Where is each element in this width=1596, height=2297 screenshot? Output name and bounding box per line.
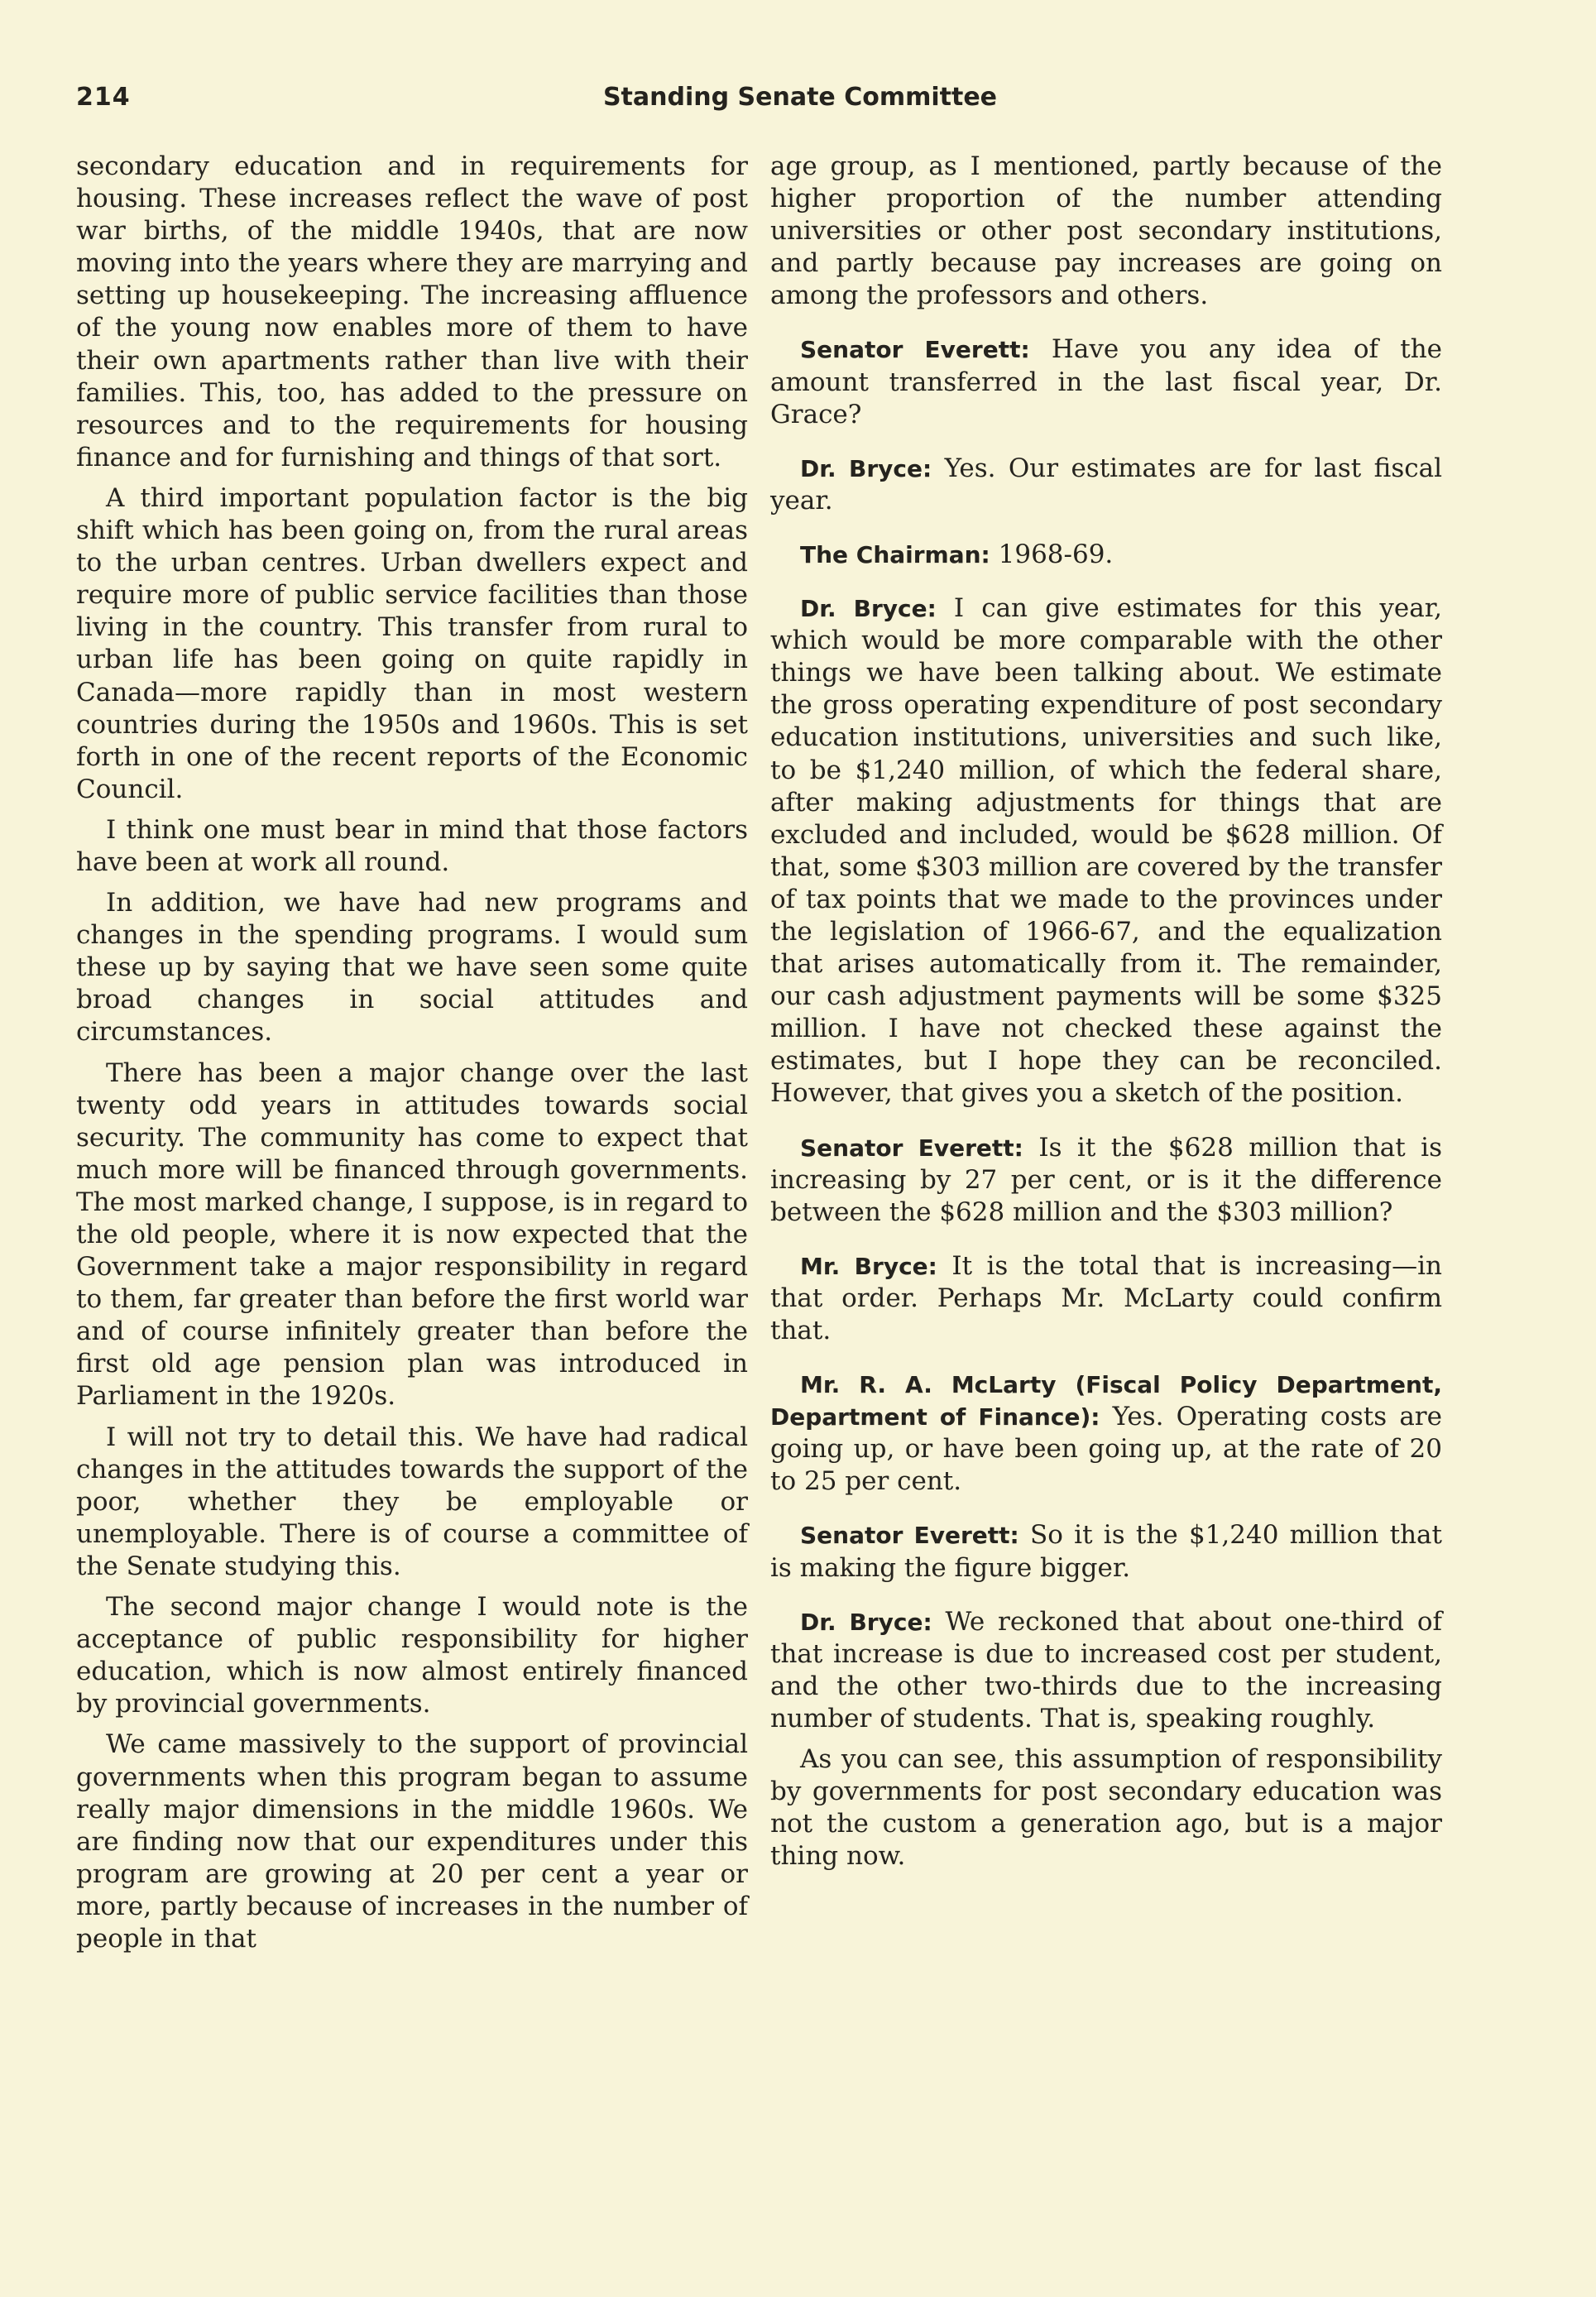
speaker-name: Senator Everett:	[800, 1522, 1019, 1550]
paragraph: There has been a major change over the last twenty odd years in attitudes towards social security. The community has come to expect that much more will be financed through governments. The most marked change, I suppose, is in regard to the old people, where it is now expected that the Government take a major responsibility in regard to them, far greater than before the first world war and of course infinitely greater than before the first old age pension plan was introduced in Parliament in the 1920s.	[76, 1057, 748, 1412]
speech-text: It is the total that is increasing—in that order. Perhaps Mr. McLarty could confirm that.	[770, 1250, 1442, 1345]
speaker-name: The Chairman:	[800, 540, 990, 568]
paragraph: The second major change I would note is the acceptance of public responsibility for higher education, which is now almost entirely financed by provincial governments.	[76, 1592, 748, 1719]
speech-text: Is it the $628 million that is increasing by 27 per cent, or is it the difference between the $628 million and the $303 million?	[770, 1132, 1442, 1227]
running-title: Standing Senate Committee	[602, 83, 998, 112]
paragraph: As you can see, this assumption of responsibility by governments for post secondary education was not the custom a generation ago, but is a major thing now.	[770, 1744, 1442, 1872]
speech-paragraph	[770, 1369, 1442, 1498]
paragraph: secondary education and in requirements for housing. These increases reflect the wave of post war births, of the middle 1940s, that are now moving into the years where they are marrying and setting up housekeeping. The increasing affluence of the young now enables more of them to have their own apartments rather than live with their families. This, too, has added to the pressure on resources and to the requirements for housing finance and for furnishing and things of that sort.	[76, 151, 748, 472]
speaker-name: Dr. Bryce:	[800, 595, 937, 623]
speech-text: Yes. Our estimates are for last fiscal year.	[770, 453, 1442, 516]
speech-paragraph	[770, 1606, 1442, 1735]
speaker-name: Dr. Bryce:	[800, 1608, 932, 1636]
right-column	[770, 151, 1442, 1881]
speech-text: Have you any idea of the amount transferred in the last fiscal year, Dr. Grace?	[770, 334, 1443, 429]
speaker-name: Mr. Bryce:	[800, 1252, 937, 1280]
page-header	[76, 83, 1524, 124]
speech-text: Yes. Operating costs are going up, or have been going up, at the rate of 20 to 25 per cent.	[770, 1402, 1442, 1497]
speaker-name: Senator Everett:	[800, 1134, 1023, 1162]
speech-text: 1968-69.	[990, 539, 1114, 569]
paragraph: A third important population factor is the big shift which has been going on, from the rural areas to the urban centres. Urban dwellers expect and require more of public service facilities than those living in the country. This transfer from rural to urban life has been going on quite rapidly in Canada—more rapidly than in most western countries during the 1950s and 1960s. This is set forth in one of the recent reports of the Economic Council.	[76, 482, 748, 804]
paragraph: age group, as I mentioned, partly because of the higher proportion of the number attending universities or other post secondary institutions, and partly because pay increases are going on among the professors and others.	[770, 151, 1442, 311]
speaker-name: Dr. Bryce:	[800, 454, 932, 482]
paragraph: In addition, we have had new programs and changes in the spending programs. I would sum these up by saying that we have seen some quite broad changes in social attitudes and circumstances.	[76, 888, 748, 1048]
speech-paragraph	[770, 1132, 1442, 1229]
page-number: 214	[76, 83, 131, 112]
speech-paragraph	[770, 592, 1442, 1110]
speech-text: So it is the $1,240 million that is making the figure bigger.	[770, 1520, 1443, 1583]
speech-text: I can give estimates for this year, which would be more comparable with the other things we have been talking about. We estimate the gross operating expenditure of post secondary education institutions, universities and such like, to be $1,240 million, of which the federal share, after making adjustments for things that are excluded and included, would be $628 million. Of that, some $303 million are covered by the transfer of tax points that we made to the provinces under the legislation of 1966-67, and the equalization that arises automatically from it. The remainder, our cash adjustment payments will be some $325 million. I have not checked these against the estimates, but I hope they can be reconciled. However, that gives you a sketch of the position.	[770, 593, 1442, 1109]
speech-paragraph	[770, 1250, 1442, 1347]
speech-paragraph	[770, 453, 1442, 517]
speech-text: We reckoned that about one-third of that increase is due to increased cost per student, and the other two-thirds due to the increasing number of students. That is, speaking roughly.	[770, 1606, 1442, 1734]
paragraph: I will not try to detail this. We have had radical changes in the attitudes towards the support of the poor, whether they be employable or unemployable. There is of course a committee of the Senate studying this.	[76, 1422, 748, 1581]
left-column	[76, 151, 748, 1964]
speech-paragraph	[770, 539, 1442, 571]
paragraph: I think one must bear in mind that those factors have been at work all round.	[76, 814, 748, 877]
paragraph: We came massively to the support of provincial governments when this program began to assume really major dimensions in the middle 1960s. We are finding now that our expenditures under this program are growing at 20 per cent a year or more, partly because of increases in the number of people in that	[76, 1729, 748, 1954]
speech-paragraph	[770, 333, 1442, 430]
speaker-name: Senator Everett:	[800, 336, 1030, 364]
speaker-name: Mr. R. A. McLarty (Fiscal Policy Department, Department of Finance):	[770, 1371, 1442, 1431]
speech-paragraph	[770, 1519, 1442, 1584]
